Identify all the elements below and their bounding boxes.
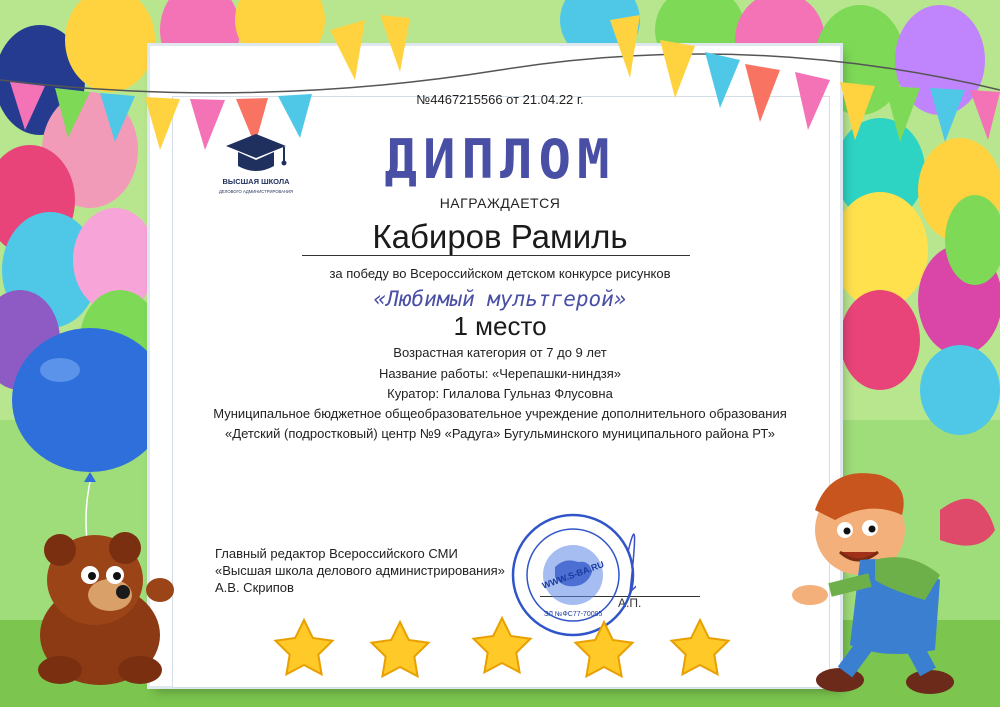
logo-line2: ДЕЛОВОГО АДМИНИСТРИРОВАНИЯ	[218, 189, 294, 194]
work-title: Название работы: «Черепашки-ниндзя»	[378, 366, 622, 381]
signer-line2: «Высшая школа делового администрирования»	[215, 563, 505, 578]
boy-cartoon-icon	[790, 460, 1000, 700]
logo-line1: ВЫСШАЯ ШКОЛА	[222, 177, 290, 186]
awarded-label: НАГРАЖДАЕТСЯ	[439, 195, 561, 211]
signer-line1: Главный редактор Всероссийского СМИ	[215, 546, 458, 561]
signer-name: А.В. Скрипов	[215, 580, 294, 595]
award-reason: за победу во Всероссийском детском конкурсе рисунков	[329, 266, 671, 281]
star-icon	[276, 620, 333, 674]
stars-row	[262, 600, 742, 690]
star-icon	[474, 618, 531, 672]
contest-name: «Любимый мультгерой»	[373, 287, 627, 311]
institution-line1: Муниципальное бюджетное общеобразовательное учреждение дополнительного образования	[213, 406, 787, 421]
signature-initials: А.П.	[618, 596, 642, 610]
curator: Куратор: Гилалова Гульназ Флусовна	[387, 386, 613, 401]
stamp-bottom-text: ЭЛ №ФС77-70095	[543, 611, 603, 618]
recipient-name: Кабиров Рамиль	[372, 218, 628, 255]
bear-cartoon-icon	[15, 520, 185, 690]
stamp-center-text: WWW.S-BA.RU	[540, 559, 606, 591]
name-underline	[302, 255, 690, 256]
certificate-title: ДИПЛОМ	[384, 128, 616, 191]
star-icon	[672, 620, 729, 674]
certificate-number: №4467215566 от 21.04.22 г.	[416, 92, 584, 107]
place-result: 1 место	[453, 311, 547, 341]
age-category: Возрастная категория от 7 до 9 лет	[393, 345, 607, 360]
star-icon	[576, 622, 633, 676]
star-icon	[372, 622, 429, 676]
institution-line2: «Детский (подростковый) центр №9 «Радуга» Бугульминского муниципального района РТ»	[225, 426, 775, 441]
